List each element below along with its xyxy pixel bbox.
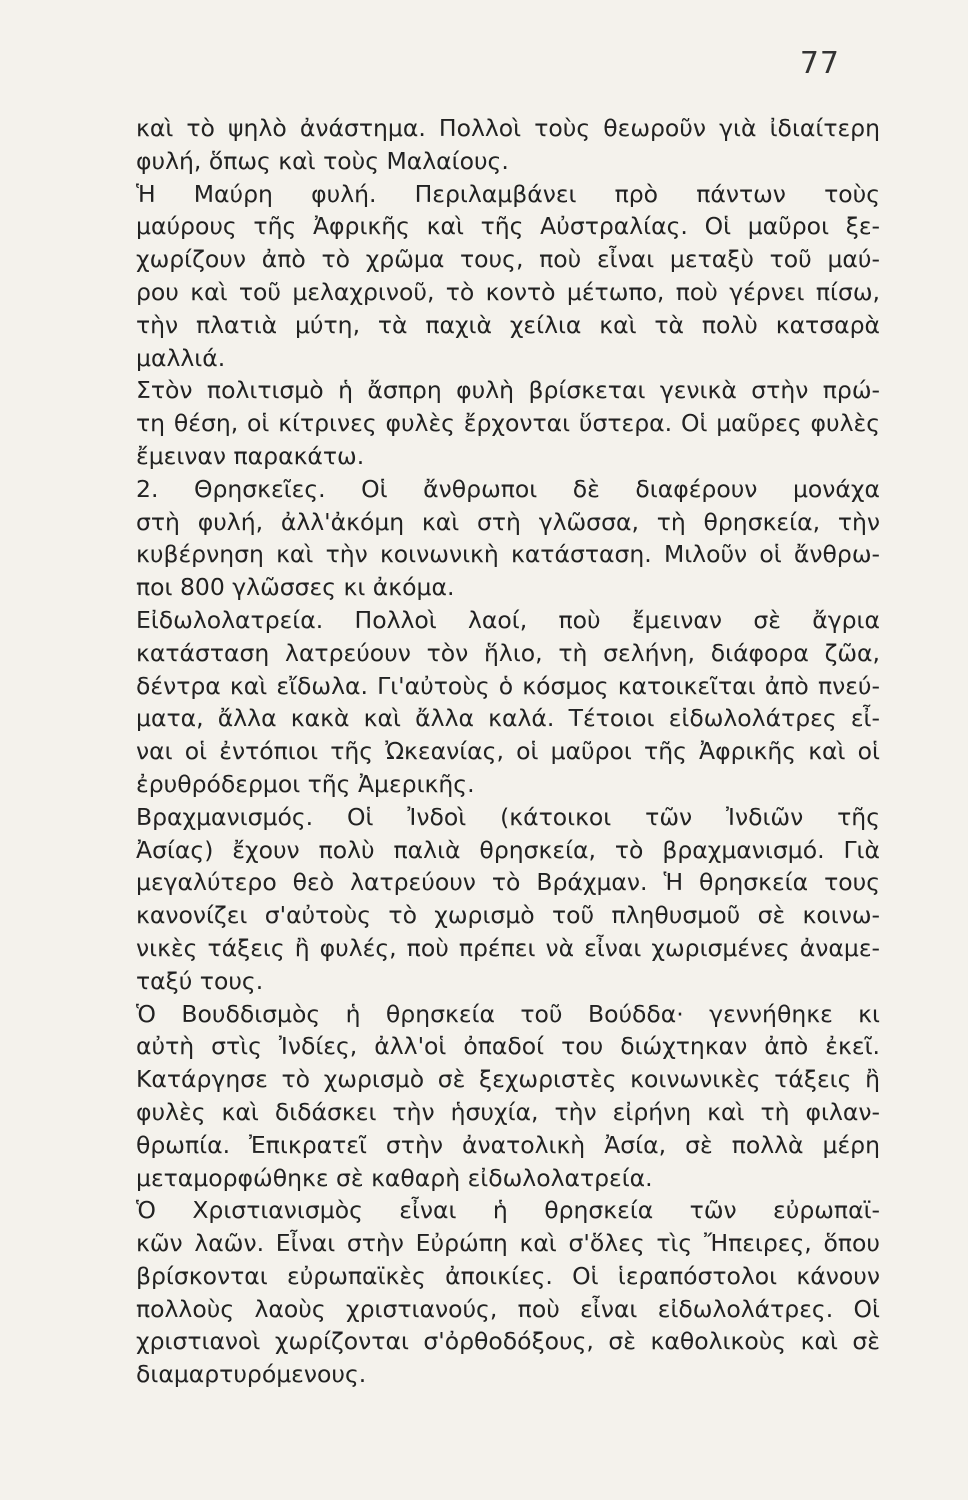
text-line: κυβέρνηση καὶ τὴν κοινωνικὴ κατάσταση. Μιλοῦν οἱ ἄνθρω- [136, 540, 880, 569]
text-line: δέντρα καὶ εἴδωλα. Γι'αὐτοὺς ὁ κόσμος κατοικεῖται ἀπὸ πνεύ- [136, 671, 880, 700]
text-line: διαμαρτυρόμενους. [136, 1360, 367, 1389]
text-line: τὴν πλατιὰ μύτη, τὰ παχιὰ χείλια καὶ τὰ πολὺ κατσαρὰ [136, 310, 880, 339]
text-line: χριστιανοὶ χωρίζονται σ'ὀρθοδόξους, σὲ καθολικοὺς καὶ σὲ [136, 1327, 880, 1356]
text-line: αὐτὴ στὶς Ἰνδίες, ἀλλ'οἱ ὀπαδοί του διώχτηκαν ἀπὸ ἐκεῖ. [136, 1032, 880, 1061]
text-line: θρωπία. Ἐπικρατεῖ στὴν ἀνατολικὴ Ἀσία, σὲ πολλὰ μέρη [136, 1130, 880, 1159]
text-line: Βραχμανισμός. Οἱ Ἰνδοὶ (κάτοικοι τῶν Ἰνδιῶν τῆς [136, 802, 880, 831]
text-line: μαλλιά. [136, 343, 226, 372]
text-line: μεταμορφώθηκε σὲ καθαρὴ εἰδωλολατρεία. [136, 1163, 653, 1192]
text-line: 2. Θρησκεῖες. Οἱ ἄνθρωποι δὲ διαφέρουν μονάχα [136, 474, 880, 503]
text-line: Ἀσίας) ἔχουν πολὺ παλιὰ θρησκεία, τὸ βραχμανισμό. Γιὰ [136, 835, 880, 864]
body-text [136, 112, 880, 1391]
text-line: Ὁ Βουδδισμὸς ἡ θρησκεία τοῦ Βούδδα· γεννήθηκε κι [136, 999, 880, 1028]
text-line: μεγαλύτερο θεὸ λατρεύουν τὸ Βράχμαν. Ἡ θρησκεία τους [136, 868, 880, 897]
text-line: κατάσταση λατρεύουν τὸν ἥλιο, τὴ σελήνη, διάφορα ζῶα, [136, 638, 880, 667]
text-line: κῶν λαῶν. Εἶναι στὴν Εὐρώπη καὶ σ'ὅλες τὶς Ἤπειρες, ὅπου [136, 1229, 880, 1258]
text-line: τη θέση, οἱ κίτρινες φυλὲς ἔρχονται ὕστερα. Οἱ μαῦρες φυλὲς [136, 409, 880, 438]
text-line: ταξύ τους. [136, 966, 264, 995]
text-line: χωρίζουν ἀπὸ τὸ χρῶμα τους, ποὺ εἶναι μεταξὺ τοῦ μαύ- [136, 245, 880, 274]
text-line: βρίσκονται εὐρωπαϊκὲς ἀποικίες. Οἱ ἱεραπόστολοι κάνουν [136, 1261, 880, 1290]
text-line: φυλὲς καὶ διδάσκει τὴν ἡσυχία, τὴν εἰρήνη καὶ τὴ φιλαν- [136, 1097, 880, 1126]
text-line: Στὸν πολιτισμὸ ἡ ἄσπρη φυλὴ βρίσκεται γενικὰ στὴν πρώ- [136, 376, 880, 405]
page-number: 77 [799, 46, 840, 81]
text-line: Ἡ Μαύρη φυλή. Περιλαμβάνει πρὸ πάντων τοὺς [136, 179, 880, 208]
text-line: ρου καὶ τοῦ μελαχρινοῦ, τὸ κοντὸ μέτωπο, ποὺ γέρνει πίσω, [136, 277, 880, 306]
text-line: ἔμειναν παρακάτω. [136, 441, 365, 470]
text-line: νικὲς τάξεις ἢ φυλές, ποὺ πρέπει νὰ εἶναι χωρισμένες ἀναμε- [136, 933, 880, 962]
text-line: Ὁ Χριστιανισμὸς εἶναι ἡ θρησκεία τῶν εὐρωπαϊ- [136, 1196, 880, 1225]
text-line: ἐρυθρόδερμοι τῆς Ἀμερικῆς. [136, 769, 475, 798]
text-line: ναι οἱ ἐντόπιοι τῆς Ὠκεανίας, οἱ μαῦροι τῆς Ἀφρικῆς καὶ οἱ [136, 737, 880, 766]
text-line: Κατάργησε τὸ χωρισμὸ σὲ ξεχωριστὲς κοινωνικὲς τάξεις ἢ [136, 1065, 880, 1094]
text-line: πολλοὺς λαοὺς χριστιανούς, ποὺ εἶναι εἰδωλολάτρες. Οἱ [136, 1294, 880, 1323]
text-line: ματα, ἄλλα κακὰ καὶ ἄλλα καλά. Τέτοιοι εἰδωλολάτρες εἶ- [136, 704, 880, 733]
text-line: ποι 800 γλῶσσες κι ἀκόμα. [136, 573, 455, 602]
text-line: φυλή, ὅπως καὶ τοὺς Μαλαίους. [136, 146, 509, 175]
text-line: Εἰδωλολατρεία. Πολλοὶ λαοί, ποὺ ἔμειναν σὲ ἄγρια [136, 605, 880, 634]
text-line: μαύρους τῆς Ἀφρικῆς καὶ τῆς Αὐστραλίας. Οἱ μαῦροι ξε- [136, 212, 880, 241]
text-line: καὶ τὸ ψηλὸ ἀνάστημα. Πολλοὶ τοὺς θεωροῦν γιὰ ἰδιαίτερη [136, 114, 880, 142]
text-line: στὴ φυλή, ἀλλ'ἀκόμη καὶ στὴ γλῶσσα, τὴ θρησκεία, τὴν [136, 507, 880, 536]
text-line: κανονίζει σ'αὐτοὺς τὸ χωρισμὸ τοῦ πληθυσμοῦ σὲ κοινω- [136, 901, 880, 930]
